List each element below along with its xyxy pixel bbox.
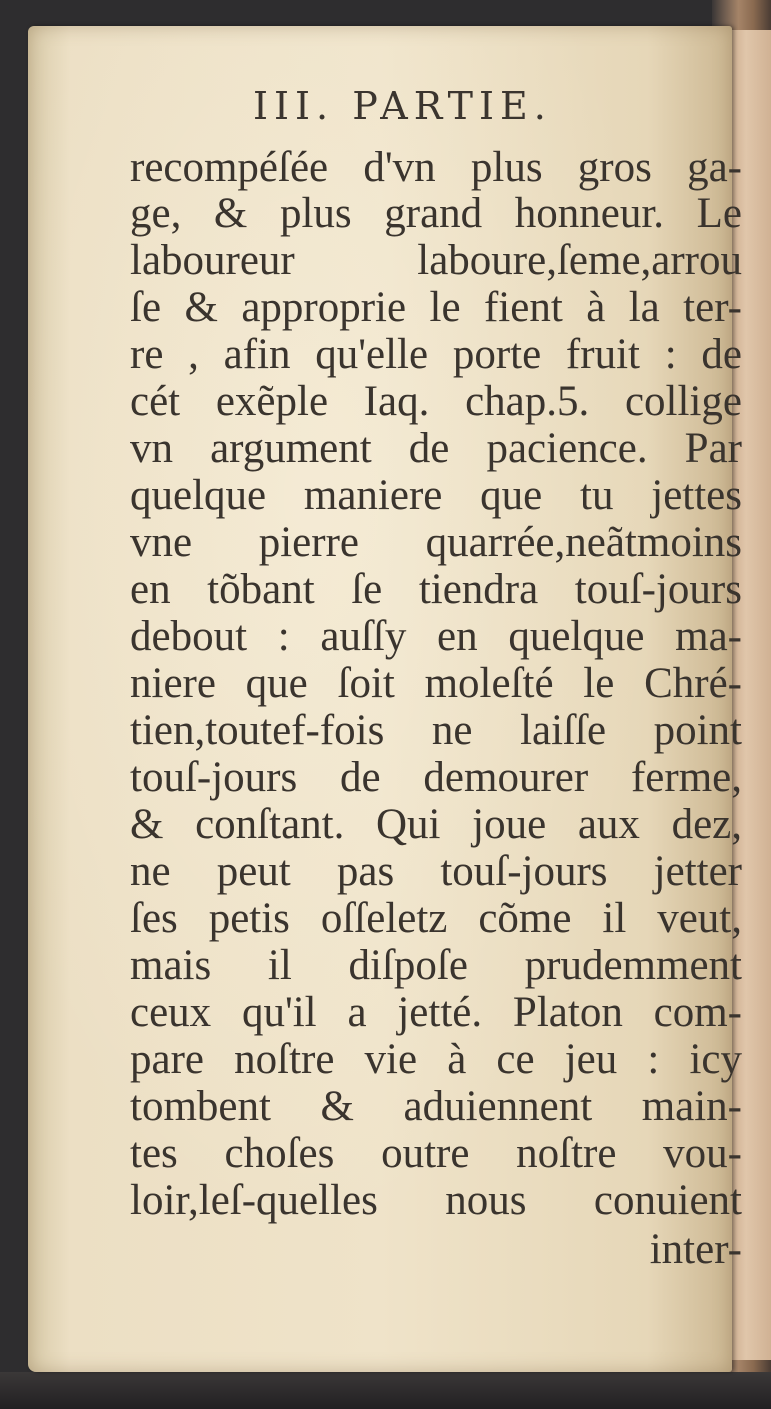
text-line: re , afin qu'elle porte fruit : de	[130, 331, 742, 378]
text-line: touſ-jours de demourer ferme,	[130, 754, 742, 801]
text-line: tombent & aduiennent main-	[130, 1083, 742, 1130]
book-cover-bottom	[0, 1372, 771, 1409]
text-line: ſe & approprie le fient à la ter-	[130, 284, 742, 331]
text-line: ceux qu'il a jetté. Platon com-	[130, 989, 742, 1036]
text-line: quelque maniere que tu jettes	[130, 472, 742, 519]
text-line: en tõbant ſe tiendra touſ-jours	[130, 566, 742, 613]
text-line: niere que ſoit moleſté le Chré-	[130, 660, 742, 707]
book-page	[28, 26, 742, 1372]
text-line: cét exẽple Iaq. chap.5. collige	[130, 378, 742, 425]
running-head: III. PARTIE.	[253, 84, 552, 128]
text-line: mais il diſpoſe prudemment	[130, 942, 742, 989]
text-line: & conſtant. Qui joue aux dez,	[130, 801, 742, 848]
catchword: inter-	[649, 1226, 742, 1273]
text-line: vn argument de pacience. Par	[130, 425, 742, 472]
text-line: recompéſée d'vn plus gros ga-	[130, 144, 742, 191]
text-line: loir,leſ-quelles nous conuient	[130, 1177, 742, 1224]
text-line: ge, & plus grand honneur. Le	[130, 190, 742, 237]
text-line: ſes petis oſſeletz cõme il veut,	[130, 895, 742, 942]
text-line: pare noſtre vie à ce jeu : icy	[130, 1036, 742, 1083]
text-line: tes choſes outre noſtre vou-	[130, 1130, 742, 1177]
text-line: laboureur laboure,ſeme,arrou	[130, 237, 742, 284]
text-line: vne pierre quarrée,neãtmoins	[130, 519, 742, 566]
text-line: tien,toutef-fois ne laiſſe point	[130, 707, 742, 754]
text-line: debout : auſſy en quelque ma-	[130, 613, 742, 660]
text-line: ne peut pas touſ-jours jetter	[130, 848, 742, 895]
